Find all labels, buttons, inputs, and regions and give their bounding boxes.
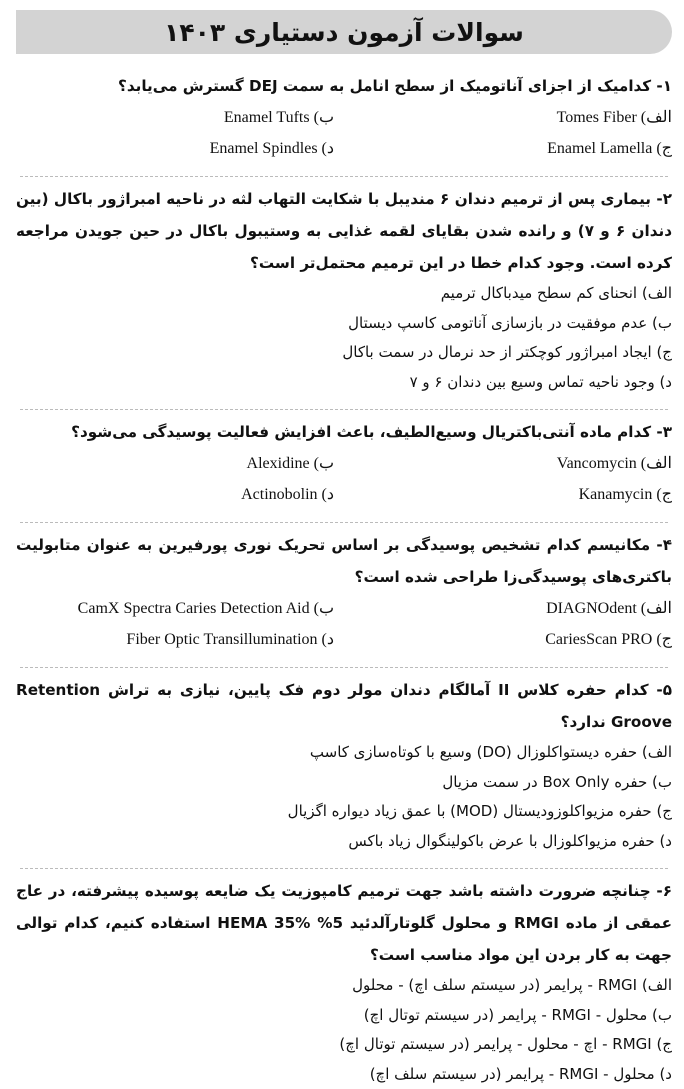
options-list	[16, 738, 672, 856]
options-grid	[16, 102, 672, 164]
option-a: الف) DIAGNOdent	[354, 593, 672, 624]
option-b: ب) CamX Spectra Caries Detection Aid	[16, 593, 334, 624]
option-c: ج) حفره مزیواکلوزودیستال (MOD) با عمق زیاد دیواره اگزیال	[16, 797, 672, 827]
question-5	[16, 674, 672, 869]
title-banner	[16, 10, 672, 54]
question-stem: ۴- مکانیسم کدام تشخیص پوسیدگی بر اساس تحریک نوری پورفیرین به عنوان متابولیت باکتری‌های پوسیدگی‌زا طراحی شده است؟	[16, 529, 672, 593]
option-d: د) محلول - RMGI - پرایمر (در سیستم سلف اچ)	[16, 1060, 672, 1089]
divider	[20, 522, 668, 523]
option-a: الف) Tomes Fiber	[354, 102, 672, 133]
question-3	[16, 416, 672, 523]
options-list	[16, 279, 672, 397]
options-grid	[16, 593, 672, 655]
divider	[20, 667, 668, 668]
option-a: الف) حفره دیستواکلوزال (DO) وسیع با کوتاه‌سازی کاسپ	[16, 738, 672, 768]
option-b: ب) عدم موفقیت در بازسازی آناتومی کاسپ دیستال	[16, 309, 672, 339]
option-d: د) وجود ناحیه تماس وسیع بین دندان ۶ و ۷	[16, 368, 672, 398]
question-stem: ۳- کدام ماده آنتی‌باکتریال وسیع‌الطیف، باعث افزایش فعالیت پوسیدگی می‌شود؟	[16, 416, 672, 448]
question-1	[16, 70, 672, 177]
exam-page	[0, 10, 684, 1034]
option-c: ج) Kanamycin	[354, 479, 672, 510]
option-b: ب) Alexidine	[16, 448, 334, 479]
question-2	[16, 183, 672, 410]
options-grid	[16, 448, 672, 510]
page-title: سوالات آزمون دستیاری ۱۴۰۳	[164, 18, 524, 47]
option-d: د) Fiber Optic Transillumination	[16, 624, 334, 655]
option-c: ج) Enamel Lamella	[354, 133, 672, 164]
option-b: ب) Enamel Tufts	[16, 102, 334, 133]
divider	[20, 868, 668, 869]
divider	[20, 176, 668, 177]
option-c: ج) CariesScan PRO	[354, 624, 672, 655]
option-d: د) Enamel Spindles	[16, 133, 334, 164]
option-a: الف) انحنای کم سطح میدباکال ترمیم	[16, 279, 672, 309]
option-c: ج) RMGI - اچ - محلول - پرایمر (در سیستم توتال اچ)	[16, 1030, 672, 1060]
option-b: ب) محلول - RMGI - پرایمر (در سیستم توتال اچ)	[16, 1001, 672, 1031]
question-stem: ۲- بیماری پس از ترمیم دندان ۶ مندیبل با شکایت التهاب لثه در ناحیه امبراژور باکال (بین دندان ۶ و ۷) و رانده شدن بقایای لقمه غذایی به وستیبول باکال در حین جویدن مراجعه کرده است. وجود کدام خطا در این ترمیم محتمل‌تر است؟	[16, 183, 672, 279]
question-6	[16, 875, 672, 1089]
option-d: د) حفره مزیواکلوزال با عرض باکولینگوال زیاد باکس	[16, 827, 672, 857]
options-list	[16, 971, 672, 1089]
divider	[20, 409, 668, 410]
question-stem: ۵- کدام حفره کلاس II آمالگام دندان مولر دوم فک پایین، نیازی به تراش Retention Groove ندارد؟	[16, 674, 672, 738]
option-c: ج) ایجاد امبراژور کوچکتر از حد نرمال در سمت باکال	[16, 338, 672, 368]
option-d: د) Actinobolin	[16, 479, 334, 510]
option-a: الف) Vancomycin	[354, 448, 672, 479]
question-4	[16, 529, 672, 668]
question-stem: ۱- کدامیک از اجزای آناتومیک از سطح انامل به سمت DEJ گسترش می‌یابد؟	[16, 70, 672, 102]
option-b: ب) حفره Box Only در سمت مزیال	[16, 768, 672, 798]
option-a: الف) RMGI - پرایمر (در سیستم سلف اچ) - محلول	[16, 971, 672, 1001]
question-stem: ۶- چنانچه ضرورت داشته باشد جهت ترمیم کامپوزیت یک ضایعه پوسیده پیشرفته، در عاج عمقی از ماده RMGI و محلول گلوتارآلدئید 5% HEMA 35% استفاده کنیم، کدام توالی جهت به کار بردن این مواد مناسب است؟	[16, 875, 672, 971]
